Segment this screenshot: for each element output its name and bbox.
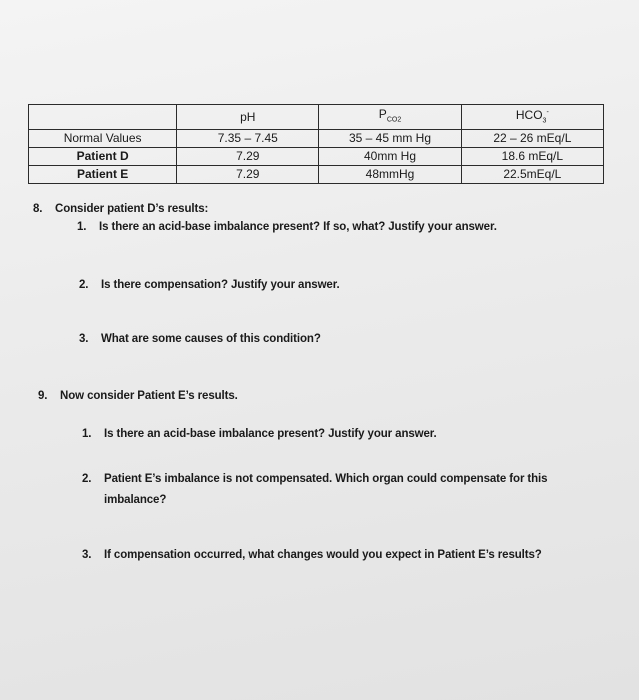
table-row [29,130,604,148]
question-8-item-3: 3. What are some causes of this condition? [79,333,321,345]
cell-pco2: 40mm Hg [319,148,461,166]
row-label: Patient E [29,166,177,184]
question-9-item-2: 2. Patient E’s imbalance is not compensated. Which organ could compensate for this [82,473,548,485]
question-number: 8. [33,203,43,215]
cell-ph: 7.35 – 7.45 [177,130,319,148]
cell-hco3: 22 – 26 mEq/L [461,130,603,148]
cell-hco3: 22.5mEq/L [461,166,603,184]
question-8 [33,203,208,215]
row-label: Normal Values [29,130,177,148]
table-row [29,166,604,184]
table-header-row [29,105,604,130]
cell-pco2: 35 – 45 mm Hg [319,130,461,148]
question-number: 9. [38,390,48,402]
question-text: Consider patient D’s results: [55,203,209,215]
cell-ph: 7.29 [177,148,319,166]
cell-ph: 7.29 [177,166,319,184]
question-9-item-1: 1. Is there an acid-base imbalance present? Justify your answer. [82,428,437,440]
header-pco2: $P_{CO2}$ [319,105,461,130]
question-8-item-1: 1. Is there an acid-base imbalance present? If so, what? Justify your answer. [77,221,497,233]
table-row [29,148,604,166]
blood-gas-table [28,104,604,184]
header-hco3: $HCO_3^-$ [461,105,603,130]
cell-hco3: 18.6 mEq/L [461,148,603,166]
header-ph: pH [177,105,319,130]
question-9-item-2-continued: imbalance? [104,494,167,506]
question-8-item-2: 2. Is there compensation? Justify your answer. [79,279,340,291]
row-label: Patient D [29,148,177,166]
cell-pco2: 48mmHg [319,166,461,184]
question-9 [38,390,238,402]
question-9-item-3: 3. If compensation occurred, what changes would you expect in Patient E’s results? [82,549,542,561]
header-blank-cell [29,105,177,130]
question-text: Now consider Patient E’s results. [60,390,238,402]
